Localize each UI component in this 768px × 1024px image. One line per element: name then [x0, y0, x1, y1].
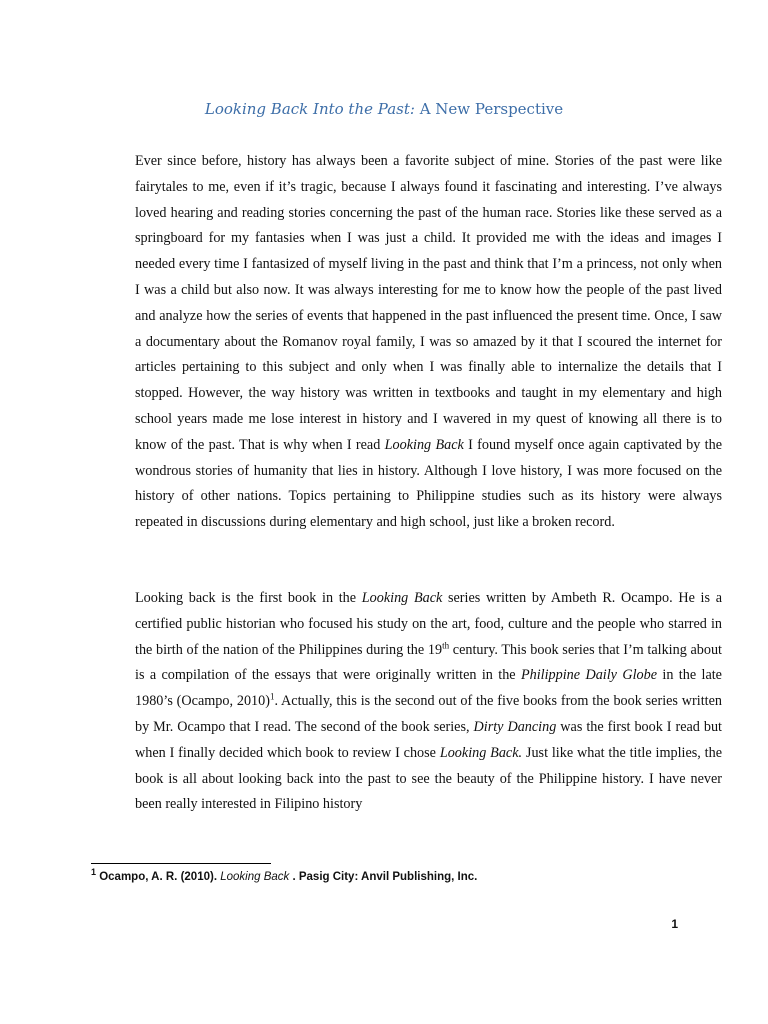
footnote-text-b: . Pasig City: Anvil Publishing, Inc. — [289, 871, 478, 883]
title-subtitle: A New Perspective — [414, 100, 564, 118]
book-title-looking-back: Looking Back — [361, 590, 443, 606]
footnote-divider — [91, 863, 271, 864]
title-italic-part: Looking Back Into the Past: — [204, 100, 415, 118]
paragraph-2 — [91, 586, 722, 818]
publication-title: Philippine Daily Globe — [520, 667, 658, 684]
footnote-number: 1 — [91, 867, 97, 878]
footnote-text-a: Ocampo, A. R. (2010). — [96, 871, 221, 883]
footnote-book-title: Looking Back — [220, 871, 290, 883]
ordinal-superscript: th — [442, 639, 450, 650]
paragraph-2-text-d: in the late 1980’s (Ocampo, 2010) — [135, 667, 722, 710]
book-title-dirty-dancing: Dirty Dancing — [473, 718, 557, 735]
footnote — [91, 867, 681, 883]
book-title-looking-back: Looking Back. — [439, 744, 523, 761]
paragraph-2-text-f: was the first book I read but when I finally decided which book to review I chose — [135, 718, 722, 761]
document-title — [0, 100, 768, 118]
paragraph-2-text-b: series written by Ambeth R. Ocampo. He is a certified public historian who focused his study on the art, food, culture and the people who starred in the birth of the nation of the Philippines during the 19 — [135, 590, 722, 658]
book-title-looking-back: Looking Back — [384, 436, 464, 453]
paragraph-1-text-a: Ever since before, history has always been a favorite subject of mine. Stories of the past were like fairytales to me, even if it’s tragic, because I always found it fascinating and interesting. I’ve always loved hearing and reading stories concerning the past of the human race. Stories like these served as a springboard for my fantasies when I was just a child. It provided me with the ideas and images I needed every time I fantasized of myself living in the past and think that I’m a princess, not only when I was a child but also now. It was always interesting for me to know how the people of the past lived and analyze how the series of events that happened in the past influenced the present time. Once, I saw a documentary about the Romanov royal family, I was so amazed by it that I scoured the internet for articles pertaining to this subject and only when I was finally able to internalize the details that I stopped. However, the way history was written in textbooks and taught in my elementary and high school years made me lose interest in history and I wavered in my quest of knowing all there is to know of the past. That is why when I read — [135, 153, 722, 453]
paragraph-1 — [91, 149, 722, 536]
paragraph-2-text-a: Looking back is the first book in the — [135, 590, 362, 606]
paragraph-2-text-g: Just like what the title implies, the book is all about looking back into the past to see the beauty of the Philippine history. I have never been really interested in Filipino history — [135, 744, 723, 813]
paragraph-2-text-e: . Actually, this is the second out of the five books from the book series written by Mr. Ocampo that I read. The second of the book series, — [135, 693, 722, 735]
page-number: 1 — [671, 917, 678, 931]
footnote-reference[interactable]: 1 — [269, 691, 275, 702]
paragraph-2-text-c: century. This book series that I’m talking about is a compilation of the essays that were originally written in the — [135, 641, 722, 684]
paragraph-1-text-b: I found myself once again captivated by the wondrous stories of humanity that lies in history. Although I love history, I was more focused on the history of other nations. Topics pertaining to Philippine studies such as its history were always repeated in discussions during elementary and high school, just like a broken record. — [135, 436, 723, 531]
